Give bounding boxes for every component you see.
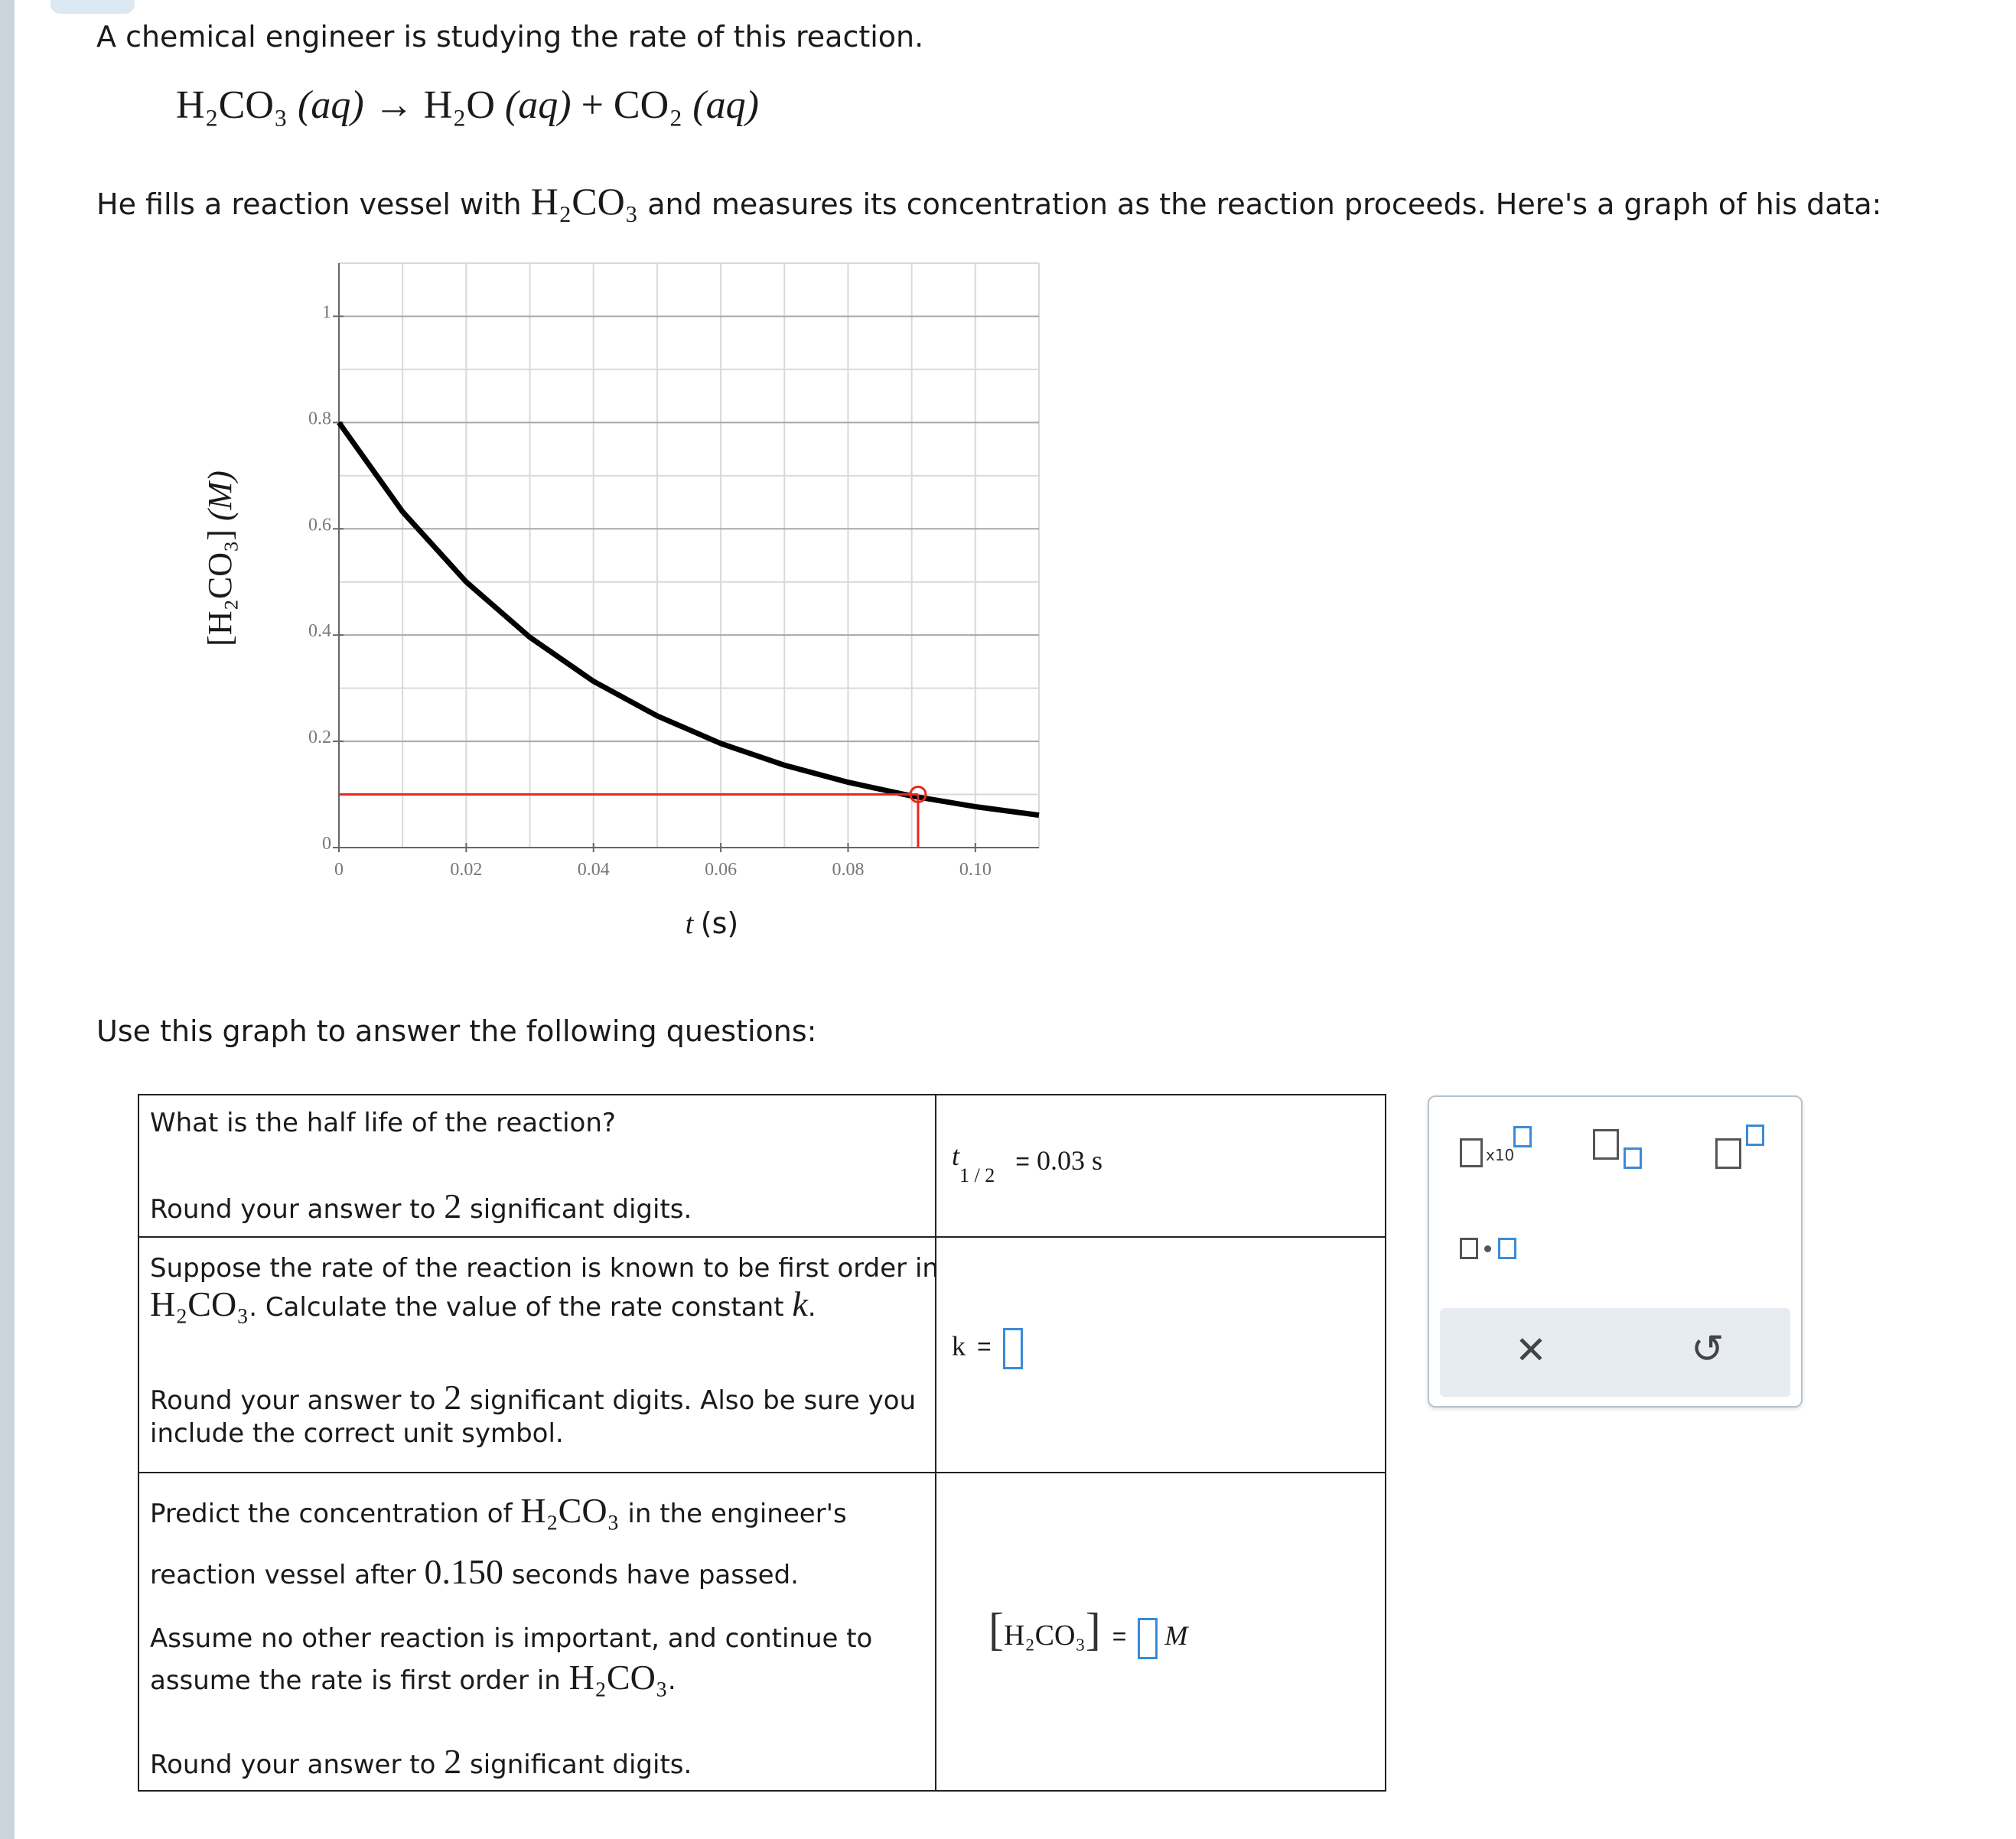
round-pre: Round your answer to: [150, 1749, 436, 1780]
question-text-line4: [150, 1657, 676, 1697]
use-graph-text: Use this graph to answer the following questions:: [96, 1014, 817, 1048]
round-num: 2: [444, 1378, 462, 1417]
round-pre: Round your answer to: [150, 1194, 436, 1225]
round-post: significant digits.: [470, 1194, 692, 1225]
x-tick-label: 0: [334, 860, 344, 880]
question-text-line1: [150, 1490, 847, 1531]
multiply-dot-button[interactable]: [1460, 1235, 1521, 1265]
fill-text-before: He fills a reaction vessel with: [96, 187, 522, 221]
top-tab: [50, 0, 135, 14]
question-text-line2: [150, 1551, 799, 1592]
answer-var: t: [952, 1141, 960, 1171]
left-box-icon: [1460, 1238, 1478, 1259]
question-text-part: assume the rate is first order in: [150, 1665, 561, 1696]
reaction-arrow: →: [373, 83, 414, 127]
y-tick-label: 0.6: [308, 515, 331, 535]
fill-text: [96, 179, 1881, 223]
y-tick-label: 0.8: [308, 408, 331, 429]
answer-unit: s: [1091, 1145, 1102, 1176]
answer-var: k: [952, 1330, 966, 1362]
round-post: significant digits. Also be sure you: [470, 1385, 917, 1416]
product-co2: CO₂: [613, 83, 683, 127]
answer-eq: =: [1112, 1623, 1127, 1650]
left-edge-bar: [0, 0, 15, 1839]
round-num: 2: [444, 1186, 462, 1225]
time-value: 0.150: [424, 1552, 503, 1591]
round-instruction: [150, 1186, 692, 1226]
undo-icon[interactable]: ↺: [1691, 1326, 1725, 1372]
question-text-line4: include the correct unit symbol.: [150, 1418, 564, 1449]
base-box-icon: [1715, 1138, 1741, 1169]
question-table: [138, 1094, 1386, 1792]
y-tick-label: 0.4: [308, 621, 331, 642]
subscript-box-icon: [1624, 1147, 1642, 1169]
x10-label: x10: [1486, 1146, 1515, 1164]
y-axis-unit: (M): [201, 470, 239, 522]
question-text-part: seconds have passed.: [511, 1560, 799, 1590]
base-box-icon: [1460, 1138, 1483, 1167]
answer-sub: 1 / 2: [959, 1164, 995, 1186]
answer-eq: =: [1015, 1147, 1030, 1175]
scientific-notation-button[interactable]: [1460, 1126, 1544, 1177]
question-text-line2: [150, 1284, 816, 1324]
fill-text-after: and measures its concentration as the reaction proceeds. Here's a graph of his data:: [647, 187, 1882, 221]
reaction-equation: [176, 83, 759, 128]
x-axis-label: [686, 906, 739, 940]
x-axis-variable: t: [685, 908, 701, 940]
product-water: H₂O: [423, 83, 495, 127]
dot-icon: [1484, 1245, 1491, 1252]
period: .: [807, 1292, 816, 1323]
question-text-part: reaction vessel after: [150, 1560, 416, 1590]
round-instruction: [150, 1741, 692, 1782]
rate-constant-input[interactable]: [1003, 1328, 1023, 1369]
concentration-chart: [184, 252, 1063, 956]
y-axis-species: [H₂CO₃]: [201, 521, 239, 646]
half-life-answer: [952, 1141, 1102, 1186]
reactant: H₂CO₃: [176, 83, 288, 127]
question-text-line3: Assume no other reaction is important, and continue to: [150, 1623, 873, 1654]
answer-unit: M: [1164, 1620, 1188, 1651]
concentration-input[interactable]: [1138, 1618, 1158, 1659]
round-post: significant digits.: [470, 1749, 692, 1780]
species: H₂CO₃: [150, 1284, 249, 1323]
y-tick-label: 0: [322, 834, 331, 854]
exponent-box-icon: [1513, 1126, 1532, 1147]
answer-species: H₂CO₃: [1003, 1619, 1086, 1652]
question-row-half-life: [139, 1095, 1385, 1238]
fill-text-species: H₂CO₃: [530, 180, 639, 223]
half-life-value[interactable]: 0.03: [1036, 1145, 1085, 1176]
x-axis-unit: (s): [700, 906, 739, 940]
question-text: Suppose the rate of the reaction is known to be first order in: [150, 1253, 939, 1284]
subscript-button[interactable]: [1593, 1129, 1654, 1175]
toolbar-action-bar: [1440, 1308, 1790, 1397]
base-box-icon: [1593, 1129, 1619, 1160]
state-label: (aq): [504, 83, 572, 127]
question-text-part: Predict the concentration of: [150, 1499, 513, 1529]
state-label: (aq): [692, 83, 759, 127]
question-row-rate-constant: [139, 1238, 1385, 1473]
plus-sign: +: [581, 83, 604, 127]
clear-icon[interactable]: ✕: [1515, 1328, 1547, 1372]
question-text: What is the half life of the reaction?: [150, 1108, 616, 1138]
x-tick-label: 0.02: [450, 860, 483, 880]
concentration-answer: [988, 1603, 1187, 1659]
round-instruction: [150, 1377, 916, 1417]
x-tick-label: 0.10: [959, 860, 992, 880]
math-toolbar: [1428, 1095, 1803, 1408]
superscript-button[interactable]: [1715, 1125, 1777, 1175]
round-num: 2: [444, 1742, 462, 1781]
intro-text: A chemical engineer is studying the rate of this reaction.: [96, 20, 924, 54]
y-tick-label: 1: [322, 302, 331, 323]
x-tick-label: 0.06: [705, 860, 738, 880]
period: .: [667, 1665, 676, 1696]
y-tick-label: 0.2: [308, 727, 331, 748]
question-text-part: . Calculate the value of the rate constant: [249, 1292, 784, 1323]
data-curve: [339, 422, 1039, 815]
right-box-icon: [1498, 1238, 1516, 1259]
x-tick-label: 0.04: [577, 860, 610, 880]
round-pre: Round your answer to: [150, 1385, 436, 1416]
rate-constant-answer: [952, 1328, 1023, 1369]
x-tick-label: 0.08: [832, 860, 865, 880]
state-label: (aq): [298, 83, 364, 127]
species: H₂CO₃: [520, 1491, 620, 1530]
y-axis-label: [201, 470, 239, 646]
left-bracket: [: [988, 1604, 1004, 1655]
superscript-box-icon: [1746, 1125, 1764, 1146]
answer-eq: =: [977, 1333, 992, 1361]
k-variable: k: [792, 1284, 808, 1323]
species: H₂CO₃: [568, 1658, 668, 1697]
question-text-part: in the engineer's: [627, 1499, 847, 1529]
question-row-concentration: [139, 1473, 1385, 1793]
right-bracket: ]: [1085, 1604, 1101, 1655]
